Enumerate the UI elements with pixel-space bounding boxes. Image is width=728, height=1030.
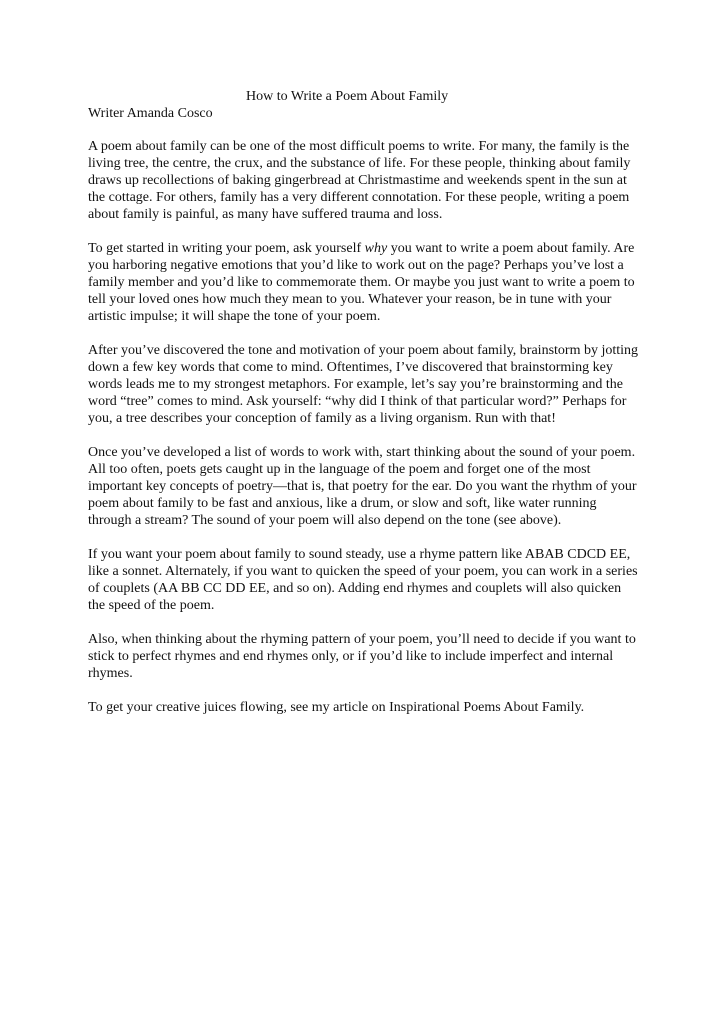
paragraph-2-part-2: you want to write a poem about family. Are you harboring negative emotions that you’d like to work out on the page? Perhaps you’ve lost a family member and you’d like to commemorate them. Or maybe you just want to write a poem to tell your loved ones how much they mean to you. Whatever your reason, be in tune with your artistic impulse; it will shape the tone of your poem.: [88, 241, 635, 324]
paragraph-2: [88, 240, 641, 325]
paragraph-2-emphasis: why: [364, 241, 388, 256]
paragraph-6: Also, when thinking about the rhyming pattern of your poem, you’ll need to decide if you want to stick to perfect rhymes and end rhymes only, or if you’d like to include imperfect and internal rhymes.: [88, 632, 636, 681]
paragraph-3: After you’ve discovered the tone and motivation of your poem about family, brainstorm by jotting down a few key words that come to mind. Oftentimes, I’ve discovered that brainstorming key words leads me to my strongest metaphors. For example, let’s say you’re brainstorming and the word “tree” comes to mind. Ask yourself: “why did I think of that particular word?” Perhaps for you, a tree describes your conception of family as a living organism. Run with that!: [88, 343, 639, 426]
page-title: How to Write a Poem About Family: [246, 89, 449, 104]
paragraph-5: If you want your poem about family to sound steady, use a rhyme pattern like ABAB CDCD EE, like a sonnet. Alternately, if you want to quicken the speed of your poem, you can work in a series of couplets (AA BB CC DD EE, and so on). Adding end rhymes and couplets will also quicken the speed of the poem.: [88, 547, 638, 613]
paragraph-1: A poem about family can be one of the most difficult poems to write. For many, the family is the living tree, the centre, the crux, and the substance of life. For these people, thinking about family draws up recollections of baking gingerbread at Christmastime and weekends spent in the sun at the cottage. For others, family has a very different connotation. For these people, writing a poem about family is painful, as many have suffered trauma and loss.: [88, 139, 631, 222]
paragraph-4: Once you’ve developed a list of words to work with, start thinking about the sound of your poem. All too often, poets gets caught up in the language of the poem and forget one of the most important key concepts of poetry—that is, that poetry for the ear. Do you want the rhythm of your poem about family to be fast and anxious, like a drum, or slow and soft, like water running through a stream? The sound of your poem will also depend on the tone (see above).: [88, 445, 637, 528]
author-line: Writer Amanda Cosco: [88, 106, 213, 121]
paragraph-2-part-1: To get started in writing your poem, ask yourself: [88, 241, 365, 256]
paragraph-7: To get your creative juices flowing, see my article on Inspirational Poems About Family.: [88, 700, 585, 715]
document-body: [88, 88, 641, 733]
